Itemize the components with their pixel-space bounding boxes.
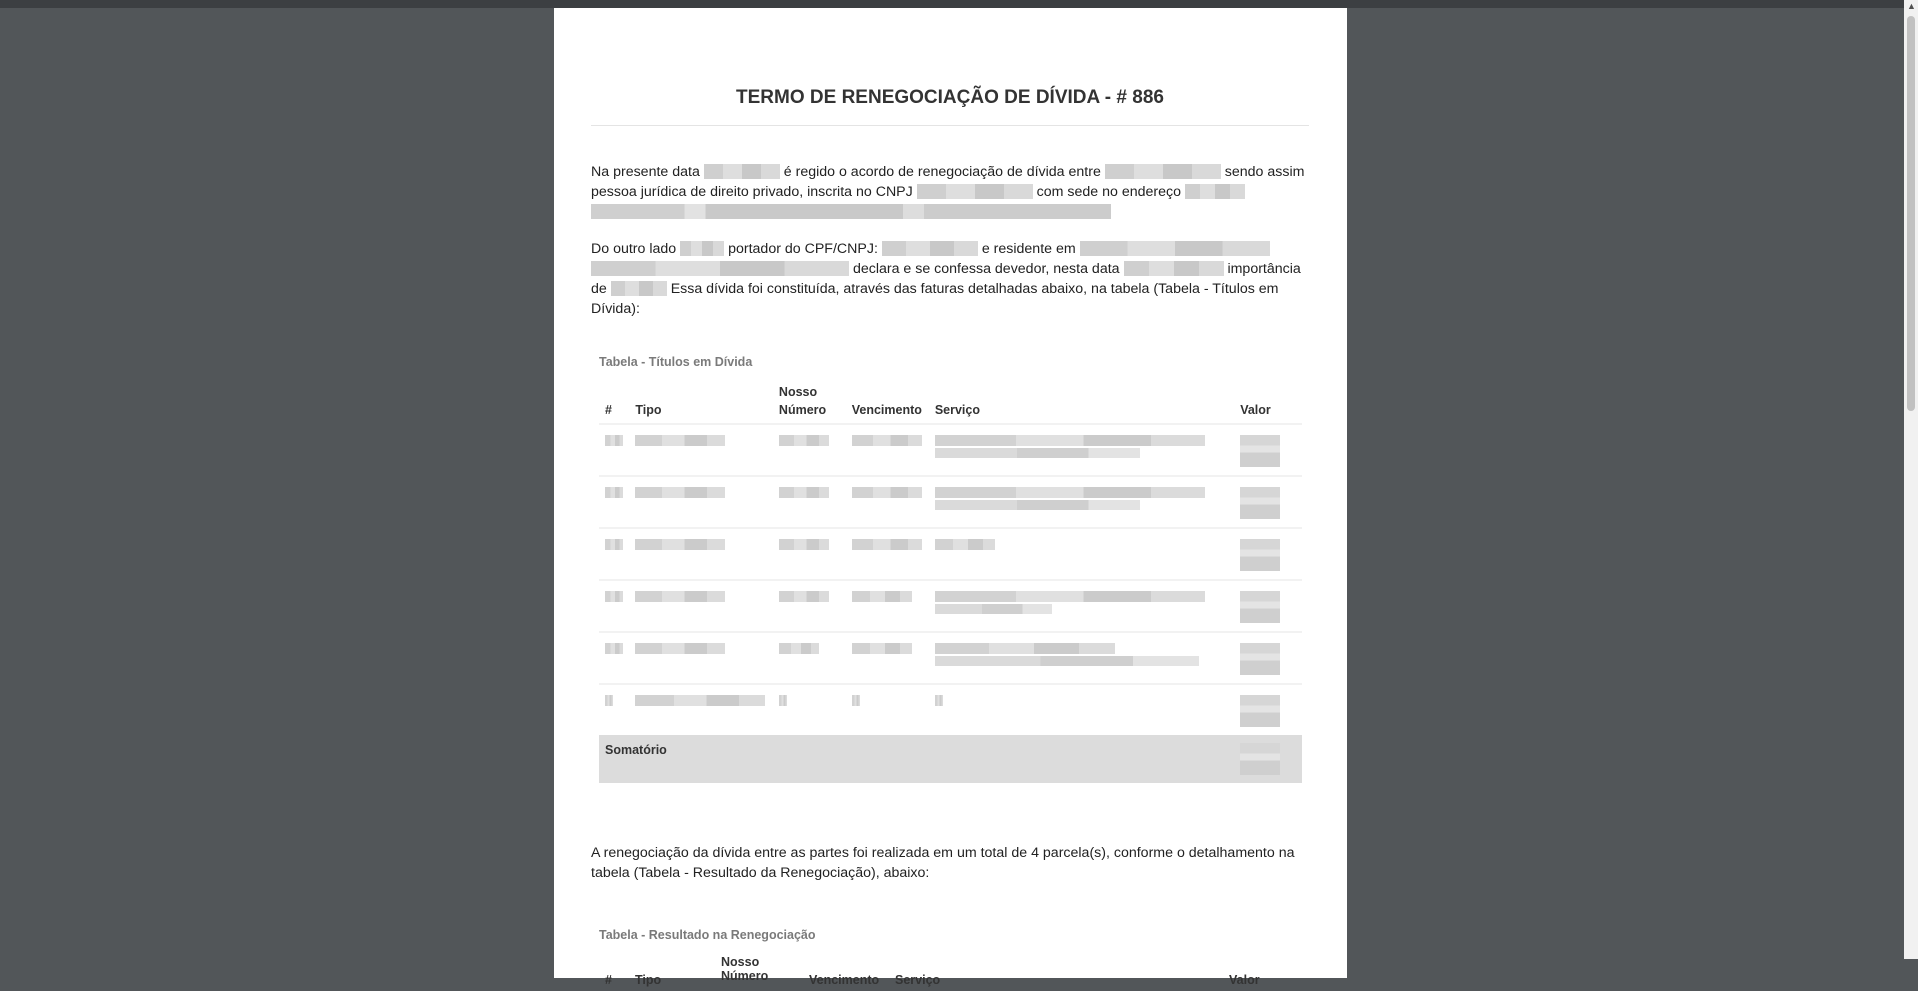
redacted-cell: [779, 539, 829, 550]
scroll-up-arrow-icon[interactable]: ▲: [1907, 1, 1916, 11]
table-debts-caption: Tabela - Títulos em Dívida: [599, 355, 753, 369]
redacted-cell: [635, 591, 725, 602]
redacted-cell: [635, 643, 725, 654]
cell-service: [929, 424, 1234, 476]
table-row: [599, 528, 1302, 580]
col-service: Serviço: [934, 403, 980, 417]
redacted-cell: [635, 487, 725, 498]
redacted-address-line: [591, 204, 1111, 219]
cell-value: [1234, 684, 1302, 735]
cell-number: [599, 580, 629, 632]
cell-type: [629, 580, 773, 632]
cell-type: [629, 476, 773, 528]
redacted-cell: [605, 643, 623, 654]
redacted-cell: [852, 643, 912, 654]
redacted-cell: [635, 695, 765, 706]
redacted-amount: [611, 281, 667, 296]
col2-type: Tipo: [635, 973, 662, 987]
col-value: Valor: [1240, 403, 1271, 417]
redacted-date-2: [1124, 261, 1224, 276]
viewer-top-bar: [0, 0, 1918, 11]
cell-value: [1234, 580, 1302, 632]
paragraph-renegotiation: A renegociação da dívida entre as partes foi realizada em um total de 4 parcela(s), conforme o detalhamento na tabela (Tabela - Resultado da Renegociação), abaixo:: [591, 845, 1295, 881]
table-row: [599, 580, 1302, 632]
cell-value: [1234, 632, 1302, 684]
redacted-cell: [605, 487, 623, 498]
para2-text-3: e residente em: [981, 241, 1076, 257]
cell-number: [599, 684, 629, 735]
redacted-cell: [635, 435, 725, 446]
cell-value: [1234, 528, 1302, 580]
redacted-cell: [852, 591, 912, 602]
cell-service: [929, 476, 1234, 528]
cell-service: [929, 528, 1234, 580]
paragraph-agreement: [591, 162, 1309, 219]
redacted-residence-2: [591, 261, 849, 276]
table-debts: [599, 380, 1302, 783]
document-page: [554, 8, 1347, 987]
cell-number: [599, 528, 629, 580]
cell-value: [1234, 424, 1302, 476]
cell-our-number: [773, 476, 846, 528]
redacted-cell: [935, 695, 943, 706]
para1-text-3: sendo assim pessoa jurídica de direito privado, inscrita no CNPJ: [591, 164, 1305, 200]
paragraph-debtor: [591, 239, 1309, 319]
redacted-cell: [605, 695, 613, 706]
col2-our-number: Nosso Número: [721, 955, 769, 983]
redacted-cell: [935, 591, 1205, 602]
col2-due-date: Vencimento: [809, 973, 880, 987]
cell-due-date: [846, 632, 929, 684]
redacted-residence: [1080, 241, 1270, 256]
cell-value: [1234, 476, 1302, 528]
para1-text-1: Na presente data: [591, 164, 700, 180]
vertical-scrollbar[interactable]: [1904, 0, 1918, 959]
col2-number: #: [605, 973, 612, 987]
redacted-address: [1185, 184, 1245, 199]
cell-due-date: [846, 424, 929, 476]
redacted-cell: [1240, 539, 1280, 571]
redacted-cell: [935, 448, 1140, 458]
col2-value: Valor: [1229, 973, 1260, 987]
redacted-cell: [935, 487, 1205, 498]
document-body: [591, 8, 1309, 991]
redacted-cell: [635, 539, 725, 550]
redacted-company: [1105, 164, 1221, 179]
cell-due-date: [846, 580, 929, 632]
scroll-thumb[interactable]: [1907, 16, 1915, 411]
cell-service: [929, 684, 1234, 735]
redacted-cell: [779, 435, 829, 446]
table-renegotiation-caption: Tabela - Resultado na Renegociação: [599, 928, 816, 942]
table-header-row: [599, 380, 1302, 424]
para2-text-2: portador do CPF/CNPJ:: [728, 241, 878, 257]
redacted-cell: [779, 487, 829, 498]
cell-due-date: [846, 528, 929, 580]
redacted-cell: [779, 643, 819, 654]
redacted-cell: [1240, 643, 1280, 675]
para2-text-5: importância de: [591, 261, 1301, 297]
cell-number: [599, 632, 629, 684]
redacted-date: [704, 164, 780, 179]
redacted-cell: [852, 487, 922, 498]
redacted-cell: [605, 435, 623, 446]
table-renegotiation-header: [599, 951, 1309, 991]
table-row: [599, 476, 1302, 528]
redacted-cell: [1240, 743, 1280, 775]
sum-value: [1234, 735, 1302, 783]
redacted-cell: [852, 539, 922, 550]
redacted-cell: [605, 591, 623, 602]
para2-text-1: Do outro lado: [591, 241, 677, 257]
redacted-cell: [935, 643, 1115, 654]
cell-our-number: [773, 528, 846, 580]
table-row: [599, 424, 1302, 476]
table-sum-row: [599, 735, 1302, 783]
document-title: TERMO DE RENEGOCIAÇÃO DE DÍVIDA - # 886: [591, 87, 1309, 126]
para1-text-4: com sede no endereço: [1036, 184, 1181, 200]
para2-text-4: declara e se confessa devedor, nesta data: [852, 261, 1120, 277]
cell-service: [929, 580, 1234, 632]
redacted-cell: [935, 539, 995, 550]
col-our-number: Nosso Número: [778, 385, 827, 417]
redacted-cell: [935, 435, 1205, 446]
cell-service: [929, 632, 1234, 684]
col-number: #: [605, 403, 612, 417]
cell-type: [629, 684, 773, 735]
redacted-cpf: [882, 241, 978, 256]
cell-type: [629, 632, 773, 684]
col2-service: Serviço: [895, 973, 941, 987]
cell-our-number: [773, 424, 846, 476]
redacted-cell: [1240, 695, 1280, 727]
redacted-debtor-name: [680, 241, 724, 256]
redacted-cell: [1240, 435, 1280, 467]
redacted-cnpj: [917, 184, 1033, 199]
cell-our-number: [773, 684, 846, 735]
redacted-cell: [1240, 591, 1280, 623]
redacted-cell: [1240, 487, 1280, 519]
cell-type: [629, 424, 773, 476]
table-row: [599, 632, 1302, 684]
para1-text-2: é regido o acordo de renegociação de dívida entre: [783, 164, 1101, 180]
redacted-cell: [852, 695, 860, 706]
redacted-cell: [935, 500, 1140, 510]
cell-number: [599, 476, 629, 528]
cell-type: [629, 528, 773, 580]
cell-our-number: [773, 632, 846, 684]
col-type: Tipo: [635, 403, 662, 417]
cell-due-date: [846, 476, 929, 528]
redacted-cell: [935, 604, 1052, 614]
redacted-cell: [935, 656, 1199, 666]
redacted-cell: [779, 591, 829, 602]
para2-text-6: Essa dívida foi constituída, através das faturas detalhadas abaixo, na tabela (Tabela - Títulos em Dívida):: [591, 281, 1279, 317]
redacted-cell: [779, 695, 787, 706]
sum-label: Somatório: [599, 735, 1234, 783]
col-due-date: Vencimento: [851, 403, 922, 417]
cell-due-date: [846, 684, 929, 735]
cell-our-number: [773, 580, 846, 632]
redacted-cell: [852, 435, 922, 446]
redacted-cell: [605, 539, 623, 550]
table-row: [599, 684, 1302, 735]
cell-number: [599, 424, 629, 476]
